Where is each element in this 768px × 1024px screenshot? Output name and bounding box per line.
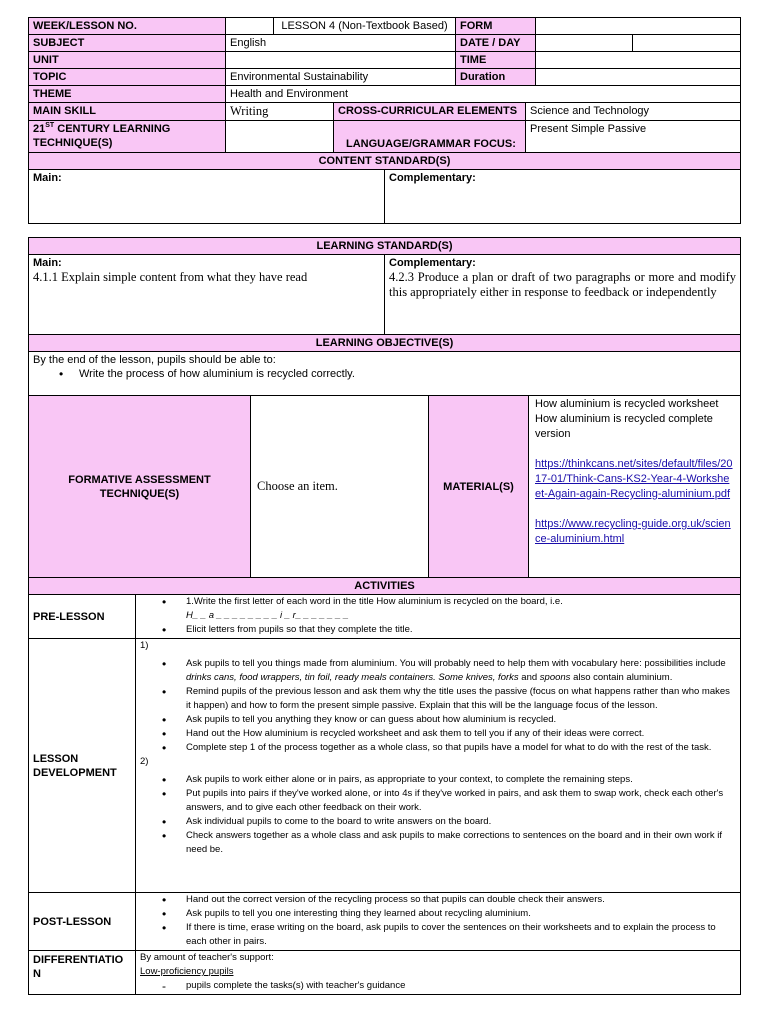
week-value[interactable] xyxy=(226,18,274,35)
dev-step: • Hand out the How aluminium is recycled worksheet and ask them to tell you if any of their ideas were correct. xyxy=(140,727,736,741)
day-value[interactable] xyxy=(633,35,741,52)
dev-step: • Put pupils into pairs if they've worked alone, or into 4s if they've worked in pairs, and ask them to swap work, check each other's answers, and to give each other feedback on their work. xyxy=(140,787,736,815)
assessment-label: FORMATIVE ASSESSMENT TECHNIQUE(S) xyxy=(29,396,251,578)
assessment-value[interactable]: Choose an item. xyxy=(251,396,429,578)
material-label: MATERIAL(S) xyxy=(429,396,529,578)
activities-table xyxy=(28,577,741,995)
dev-step: • Ask individual pupils to come to the board to write answers on the board. xyxy=(140,815,736,829)
pre-lesson-body xyxy=(136,595,741,639)
skills-table xyxy=(28,102,741,153)
dev-step: • Ask pupils to tell you anything they know or can guess about how aluminium is recycled. xyxy=(140,713,736,727)
post-step: • Hand out the correct version of the recycling process so that pupils can double check their answers. xyxy=(140,893,736,907)
date-value[interactable] xyxy=(536,35,633,52)
learning-standard-comp xyxy=(385,255,741,335)
c21-value[interactable] xyxy=(226,121,334,153)
step-number: 1) xyxy=(140,640,149,651)
learning-standard-title: LEARNING STANDARD(S) xyxy=(29,238,741,255)
post-step: • Ask pupils to tell you one interesting thing they learned about recycling aluminium. xyxy=(140,907,736,921)
material-1: How aluminium is recycled worksheet xyxy=(535,398,719,410)
unit-value[interactable] xyxy=(226,52,456,69)
ls-main-text: 4.1.1 Explain simple content from what they have read xyxy=(33,270,308,284)
cce-value: Science and Technology xyxy=(526,103,741,121)
lesson-development-body xyxy=(136,639,741,893)
lo-list xyxy=(33,367,736,381)
post-lesson-body xyxy=(136,893,741,951)
diff-subheading: Low-proficiency pupils xyxy=(140,966,234,977)
dev-step: • Ask pupils to tell you things made from aluminium. You will probably need to help them with vocabulary here: possibilities include drinks cans, food wrappers, tin foil, ready meals containers. Some knives, forks and spoons also contain aluminium. xyxy=(140,657,736,685)
pre-lesson-label: PRE-LESSON xyxy=(29,595,136,639)
form-label: FORM xyxy=(456,18,536,35)
dev-step: • Complete step 1 of the process together as a whole class, so that pupils have a model for what to do with the rest of the task. xyxy=(140,741,736,755)
dev-step: • Check answers together as a whole class and ask pupils to make corrections to sentences on the board and in their own work if need be. xyxy=(140,829,736,857)
content-standard-table xyxy=(28,152,741,396)
activities-title: ACTIVITIES xyxy=(29,578,741,595)
post-lesson-label: POST-LESSON xyxy=(29,893,136,951)
time-label: TIME xyxy=(456,52,536,69)
diff-intro: By amount of teacher's support: xyxy=(140,952,274,963)
pre-lesson-step: • Elicit letters from pupils so that they complete the title. xyxy=(140,623,736,637)
diff-item: - pupils complete the tasks(s) with teacher's guidance xyxy=(140,979,736,993)
pre-lesson-blanks: H_ _ a _ _ _ _ _ _ _ _ i _ r_ _ _ _ _ _ _ xyxy=(186,610,349,621)
pre-lesson-step: • 1.Write the first letter of each word in the title How aluminium is recycled on the board, i.e. xyxy=(140,595,736,609)
topic-label: TOPIC xyxy=(29,69,226,86)
main-skill-value: Writing xyxy=(226,103,334,121)
material-link-1[interactable]: https://thinkcans.net/sites/default/files/2017-01/Think-Cans-KS2-Year-4-Worksheet-Again-again-Recycling-aluminium.pdf xyxy=(535,458,733,500)
lesson-number: LESSON 4 (Non-Textbook Based) xyxy=(274,18,456,35)
unit-label: UNIT xyxy=(29,52,226,69)
step-number: 2) xyxy=(140,756,149,767)
lo-intro: By the end of the lesson, pupils should be able to: xyxy=(33,354,276,366)
ls-comp-text: 4.2.3 Produce a plan or draft of two paragraphs or more and modify this appropriately either in response to feedback or independently xyxy=(389,270,737,299)
grammar-value: Present Simple Passive xyxy=(526,121,741,153)
learning-objective-title: LEARNING OBJECTIVE(S) xyxy=(29,335,741,352)
subject-label: SUBJECT xyxy=(29,35,226,52)
theme-value: Health and Environment xyxy=(226,86,741,103)
time-value[interactable] xyxy=(536,52,741,69)
content-standard-title: CONTENT STANDARD(S) xyxy=(29,153,741,170)
lesson-development-label: LESSON DEVELOPMENT xyxy=(29,639,136,893)
material-link-2[interactable]: https://www.recycling-guide.org.uk/science-aluminium.html xyxy=(535,518,731,545)
learning-standard-main xyxy=(29,255,385,335)
duration-value[interactable] xyxy=(536,69,741,86)
differentiation-label: DIFFERENTIATION xyxy=(29,951,136,995)
theme-label: THEME xyxy=(29,86,226,103)
duration-label: Duration xyxy=(456,69,536,86)
header-table xyxy=(28,17,741,103)
subject-value: English xyxy=(226,35,456,52)
materials-list xyxy=(529,396,741,578)
material-2: How aluminium is recycled complete version xyxy=(535,413,713,440)
assessment-table xyxy=(28,395,741,578)
content-main-label: Main: xyxy=(29,170,385,224)
week-label: WEEK/LESSON NO. xyxy=(29,18,226,35)
ls-comp-label: Complementary: xyxy=(389,257,476,269)
date-label: DATE / DAY xyxy=(456,35,536,52)
cce-label: CROSS-CURRICULAR ELEMENTS xyxy=(334,103,526,121)
lesson-plan xyxy=(28,17,740,995)
content-comp-label: Complementary: xyxy=(385,170,741,224)
form-value[interactable] xyxy=(536,18,741,35)
grammar-label: LANGUAGE/GRAMMAR FOCUS: xyxy=(334,121,526,153)
ls-main-label: Main: xyxy=(33,257,62,269)
dev-step: • Remind pupils of the previous lesson and ask them why the title uses the passive (focus on what happens rather than who makes it happen) and how to form the present simple passive. Explain that this will be the language focus of the lesson. xyxy=(140,685,736,713)
dev-step: • Ask pupils to work either alone or in pairs, as appropriate to your context, to complete the remaining steps. xyxy=(140,773,736,787)
differentiation-body xyxy=(136,951,741,995)
learning-objective-body xyxy=(29,352,741,396)
c21-label: 21ST CENTURY LEARNING TECHNIQUE(S) xyxy=(29,121,226,153)
topic-value: Environmental Sustainability xyxy=(226,69,456,86)
post-step: • If there is time, erase writing on the board, ask pupils to cover the sentences on their worksheets and to explain the process to each other in pairs. xyxy=(140,921,736,949)
main-skill-label: MAIN SKILL xyxy=(29,103,226,121)
lo-item: • Write the process of how aluminium is recycled correctly. xyxy=(33,367,736,381)
